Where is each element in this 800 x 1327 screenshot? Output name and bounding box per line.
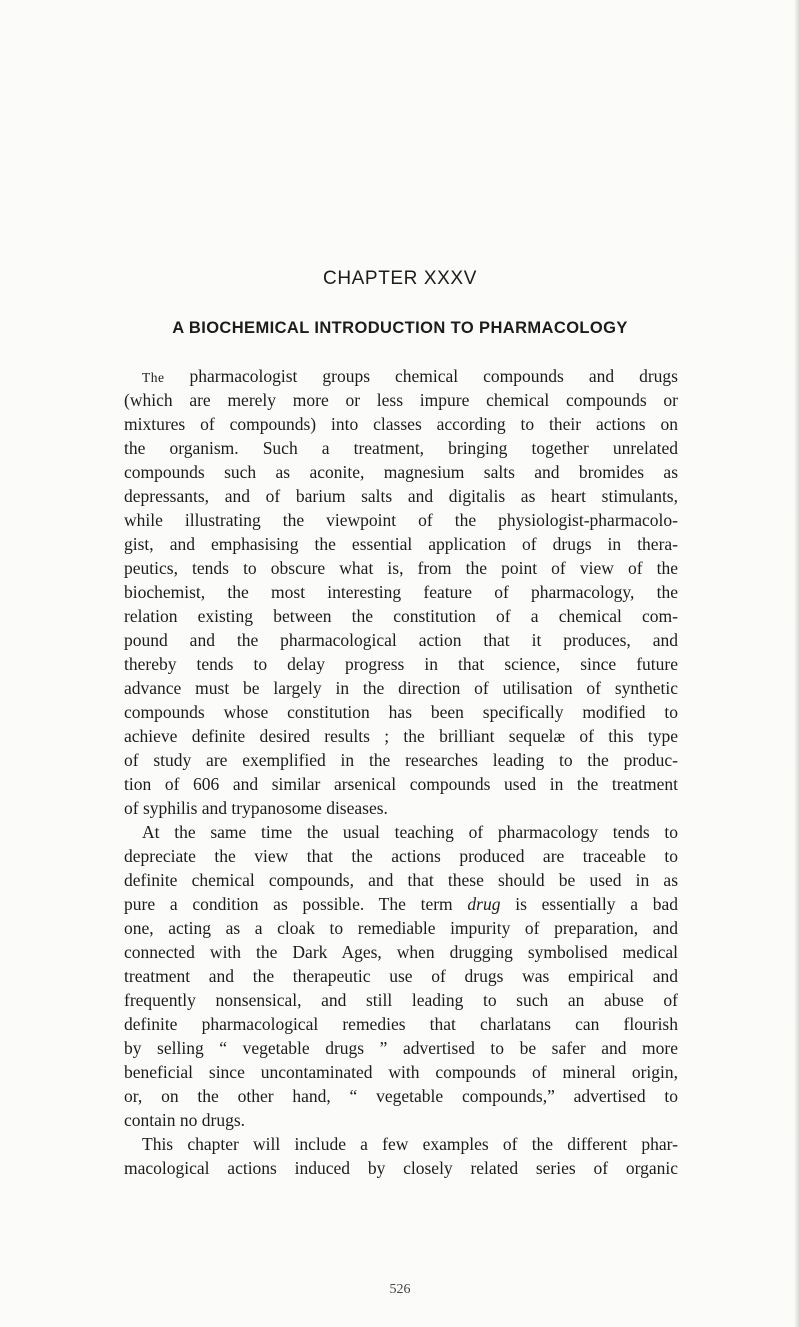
text-line: This chapter will include a few examples of the different phar- bbox=[142, 1134, 678, 1154]
italic-term: drug bbox=[467, 894, 501, 914]
page-number: 526 bbox=[389, 1282, 411, 1297]
text-line: advance must be largely in the direction of utilisation of synthetic bbox=[124, 678, 678, 698]
text-line: gist, and emphasising the essential application of drugs in thera- bbox=[124, 534, 678, 554]
text-line: connected with the Dark Ages, when drugging symbolised medical bbox=[124, 942, 678, 962]
text-line: macological actions induced by closely related series of organic bbox=[124, 1158, 678, 1178]
chapter-number: CHAPTER XXXV bbox=[323, 268, 477, 289]
text-line: thereby tends to delay progress in that science, since future bbox=[124, 654, 678, 674]
small-caps-word: The bbox=[142, 370, 165, 385]
text-line: or, on the other hand, “ vegetable compounds,” advertised to bbox=[124, 1086, 678, 1106]
text-line: treatment and the therapeutic use of drugs was empirical and bbox=[124, 966, 678, 986]
text-line: (which are merely more or less impure chemical compounds or bbox=[124, 390, 678, 410]
text-line: biochemist, the most interesting feature of pharmacology, the bbox=[124, 582, 678, 602]
text-line: definite chemical compounds, and that these should be used in as bbox=[124, 870, 678, 890]
text-line: tion of 606 and similar arsenical compounds used in the treatment bbox=[124, 774, 678, 794]
text-line: definite pharmacological remedies that charlatans can flourish bbox=[124, 1014, 678, 1034]
text-line: relation existing between the constitution of a chemical com- bbox=[124, 606, 678, 626]
text-line: of study are exemplified in the researches leading to the produc- bbox=[124, 750, 678, 770]
text-line: the organism. Such a treatment, bringing together unrelated bbox=[124, 438, 678, 458]
text-line: At the same time the usual teaching of pharmacology tends to bbox=[142, 822, 678, 842]
text-line: frequently nonsensical, and still leading to such an abuse of bbox=[124, 990, 678, 1010]
text-line: by selling “ vegetable drugs ” advertised to be safer and more bbox=[124, 1038, 678, 1058]
text-line: The pharmacologist groups chemical compounds and drugs bbox=[142, 366, 678, 386]
text-line: compounds such as aconite, magnesium salts and bromides as bbox=[124, 462, 678, 482]
text-line: achieve definite desired results ; the brilliant sequelæ of this type bbox=[124, 726, 678, 746]
paragraph-2 bbox=[124, 820, 678, 1132]
text-line: depreciate the view that the actions produced are traceable to bbox=[124, 846, 678, 866]
text-line: mixtures of compounds) into classes according to their actions on bbox=[124, 414, 678, 434]
text-line: beneficial since uncontaminated with compounds of mineral origin, bbox=[124, 1062, 678, 1082]
paragraph-1 bbox=[124, 364, 678, 820]
text-line: depressants, and of barium salts and digitalis as heart stimulants, bbox=[124, 486, 678, 506]
text-line: pound and the pharmacological action that it produces, and bbox=[124, 630, 678, 650]
text-line: compounds whose constitution has been specifically modified to bbox=[124, 702, 678, 722]
text-line: of syphilis and trypanosome diseases. bbox=[124, 798, 388, 818]
text-line: while illustrating the viewpoint of the physiologist-pharmacolo- bbox=[124, 510, 678, 530]
text-line: one, acting as a cloak to remediable impurity of preparation, and bbox=[124, 918, 678, 938]
page-edge-shadow bbox=[794, 0, 800, 1327]
chapter-body bbox=[124, 364, 678, 1180]
paragraph-3 bbox=[124, 1132, 678, 1180]
text-line: pure a condition as possible. The term drug is essentially a bad bbox=[124, 894, 678, 914]
chapter-title: A BIOCHEMICAL INTRODUCTION TO PHARMACOLOGY bbox=[172, 319, 628, 337]
text-line: contain no drugs. bbox=[124, 1110, 246, 1130]
text-line: peutics, tends to obscure what is, from the point of view of the bbox=[124, 558, 678, 578]
